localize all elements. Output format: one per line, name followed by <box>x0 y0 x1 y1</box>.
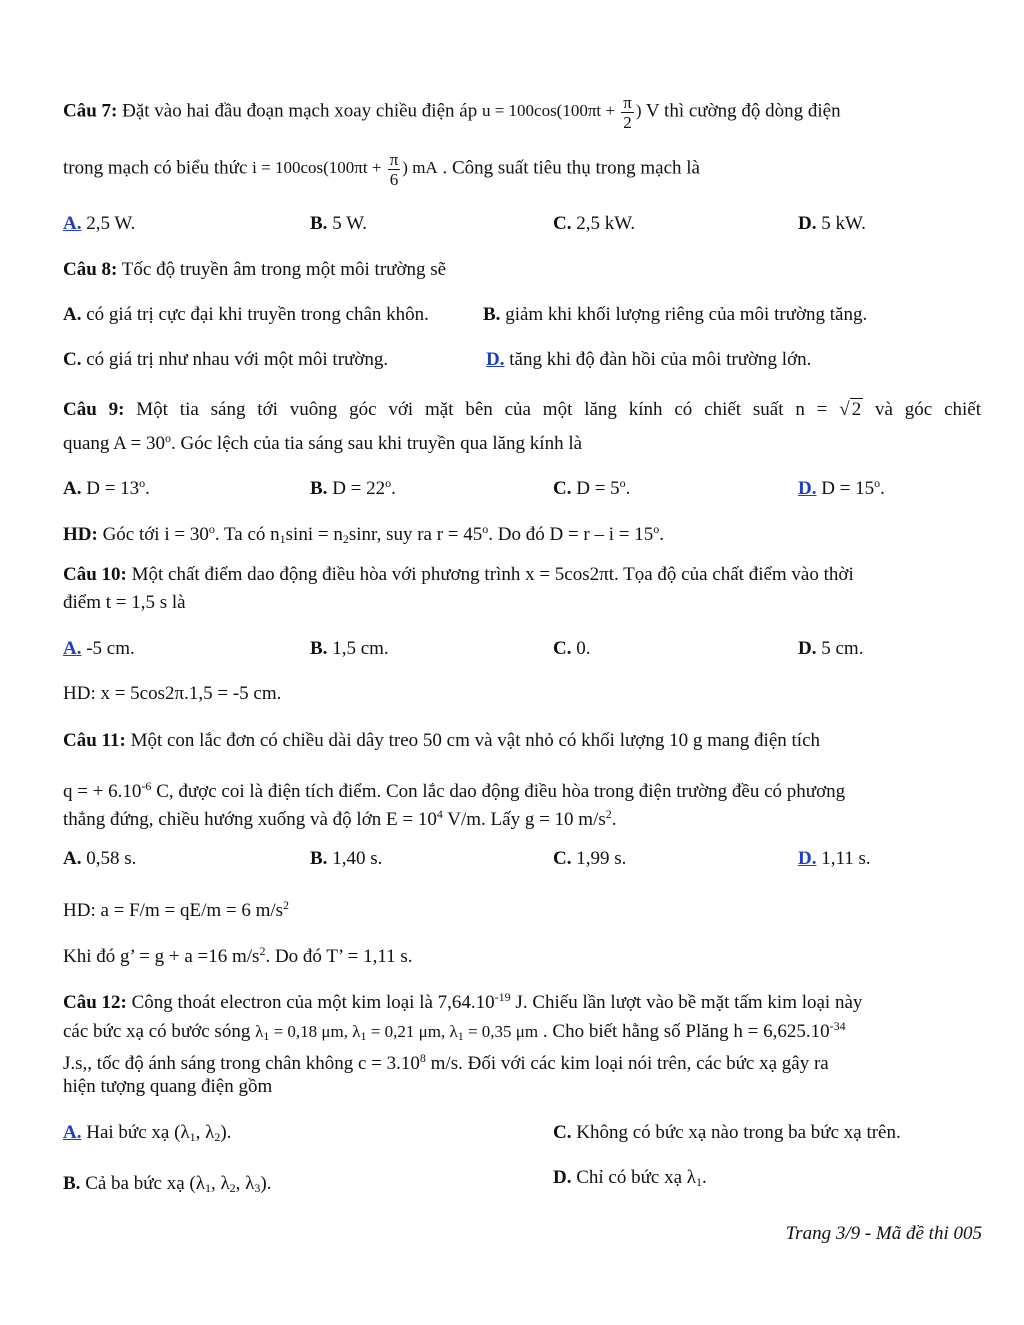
q9-option-b: B. $D = 22^o$. <box>310 476 396 499</box>
q9-hint: HD: Góc tới $i = 30^o$. Ta có $n_1\sin i = n_2\sin r$, suy ra $r = 45^o$. Do đó $D = r - i = 15^o$. <box>63 522 664 546</box>
q11-hint2: Khi đó g’ = g + a =16 $m/s^2$. Do đó T’ = 1,11 s. <box>63 944 413 967</box>
q9-line2: quang $A = 30^o$. Góc lệch của tia sáng sau khi truyền qua lăng kính là <box>63 431 583 454</box>
q8-stem: Câu 8: Tốc độ truyền âm trong một môi trường sẽ <box>63 259 447 280</box>
q11-line3: thẳng đứng, chiều hướng xuống và độ lớn $E = 10^4$ V/m. Lấy g = 10 $m/s^2$. <box>63 807 617 830</box>
q7-label: Câu 7: <box>63 100 118 122</box>
q10-option-a: A. -5 cm. <box>63 638 135 659</box>
q10-hint: HD: x = 5cos2π.1,5 = -5 cm. <box>63 683 282 704</box>
q7-option-a: A. 2,5 W. <box>63 213 136 234</box>
q11-option-a: A. 0,58 s. <box>63 848 137 869</box>
q9-option-a: A. $D = 13^o$. <box>63 476 150 499</box>
q8-option-b: B. giảm khi khối lượng riêng của môi trường tăng. <box>483 304 868 325</box>
q7-option-d: D. 5 kW. <box>798 213 866 234</box>
q7-i-expression: i = 100cos(100πt + $\frac{\pi}{6}$ ) mA <box>252 150 438 189</box>
q10-line2: điểm t = 1,5 s là <box>63 592 186 613</box>
q10-line1: Câu 10: Một chất điểm dao động điều hòa với phương trình x = 5cos2πt. Tọa độ của chất điểm vào thời <box>63 564 854 585</box>
q8-option-a: A. có giá trị cực đại khi truyền trong chân khôn. <box>63 304 429 325</box>
q11-line2: q = + $6.10^{-6}$ C, được coi là điện tích điểm. Con lắc dao động điều hòa trong điện trường đều có phương <box>63 779 846 802</box>
sqrt-symbol: √ 2 <box>839 399 862 420</box>
wavelength-list: $\lambda_1 = 0,18$ μm, $\lambda_1 = 0,21$ μm, $\lambda_1 = 0,35$ μm <box>255 1022 539 1043</box>
q7-u-expression: u = 100cos(100πt + $\frac{\pi}{2}$ ) <box>481 93 642 132</box>
q12-option-b: B. Cả ba bức xạ ($\lambda_1$, $\lambda_2$, $\lambda_3$). <box>63 1173 272 1195</box>
q8-option-d: D. tăng khi độ đàn hồi của môi trường lớn. <box>486 349 812 370</box>
q12-option-a: A. Hai bức xạ ($\lambda_1$, $\lambda_2$). <box>63 1122 232 1144</box>
q10-option-b: B. 1,5 cm. <box>310 638 389 659</box>
q10-option-c: C. 0. <box>553 638 591 659</box>
q12-option-c: C. Không có bức xạ nào trong ba bức xạ trên. <box>553 1122 901 1143</box>
q11-option-b: B. 1,40 s. <box>310 848 383 869</box>
q9-option-d: D. $D = 15^o$. <box>798 476 885 499</box>
q12-line4: hiện tượng quang điện gồm <box>63 1076 273 1097</box>
q12-line2: các bức xạ có bước sóng $\lambda_1 = 0,18$ μm, $\lambda_1 = 0,21$ μm, $\lambda_1 = 0,35$ μm . Cho biết hằng số Plăng $h = 6,625.10^{-34}$ <box>63 1019 846 1043</box>
q11-hint1: HD: a = F/m = qE/m = 6 $m/s^2$ <box>63 898 290 921</box>
q7-line1: Câu 7: Đặt vào hai đầu đoạn mạch xoay chiều điện áp u = 100cos(100πt + $\frac{\pi}{2}$ ) V thì cường độ dòng điện <box>63 93 841 132</box>
q10-option-d: D. 5 cm. <box>798 638 864 659</box>
q11-option-c: C. 1,99 s. <box>553 848 627 869</box>
q12-line3: J.s,, tốc độ ánh sáng trong chân không $c = 3.10^8$ m/s. Đối với các kim loại nói trên, các bức xạ gây ra <box>63 1051 829 1074</box>
q12-line1: Câu 12: Công thoát electron của một kim loại là $7,64.10^{-19}$ J. Chiếu lần lượt vào bề mặt tấm kim loại này <box>63 990 863 1013</box>
q11-option-d: D. 1,11 s. <box>798 848 871 869</box>
q8-option-c: C. có giá trị như nhau với một môi trường. <box>63 349 389 370</box>
q7-line2: trong mạch có biểu thức i = 100cos(100πt + $\frac{\pi}{6}$ ) mA . Công suất tiêu thụ trong mạch là <box>63 150 700 189</box>
q9-option-c: C. $D = 5^o$. <box>553 476 631 499</box>
q12-option-d: D. Chỉ có bức xạ $\lambda_1$. <box>553 1167 707 1189</box>
q11-line1: Câu 11: Một con lắc đơn có chiều dài dây treo 50 cm và vật nhỏ có khối lượng 10 g mang điện tích <box>63 730 820 751</box>
q7-option-c: C. 2,5 kW. <box>553 213 636 234</box>
q7-option-b: B. 5 W. <box>310 213 368 234</box>
q9-line1: Câu 9: Một tia sáng tới vuông góc với mặt bên của một lăng kính có chiết suất n = √ 2 và góc chiết <box>63 395 981 424</box>
page-footer: Trang 3/9 - Mã đề thi 005 <box>785 1223 982 1244</box>
